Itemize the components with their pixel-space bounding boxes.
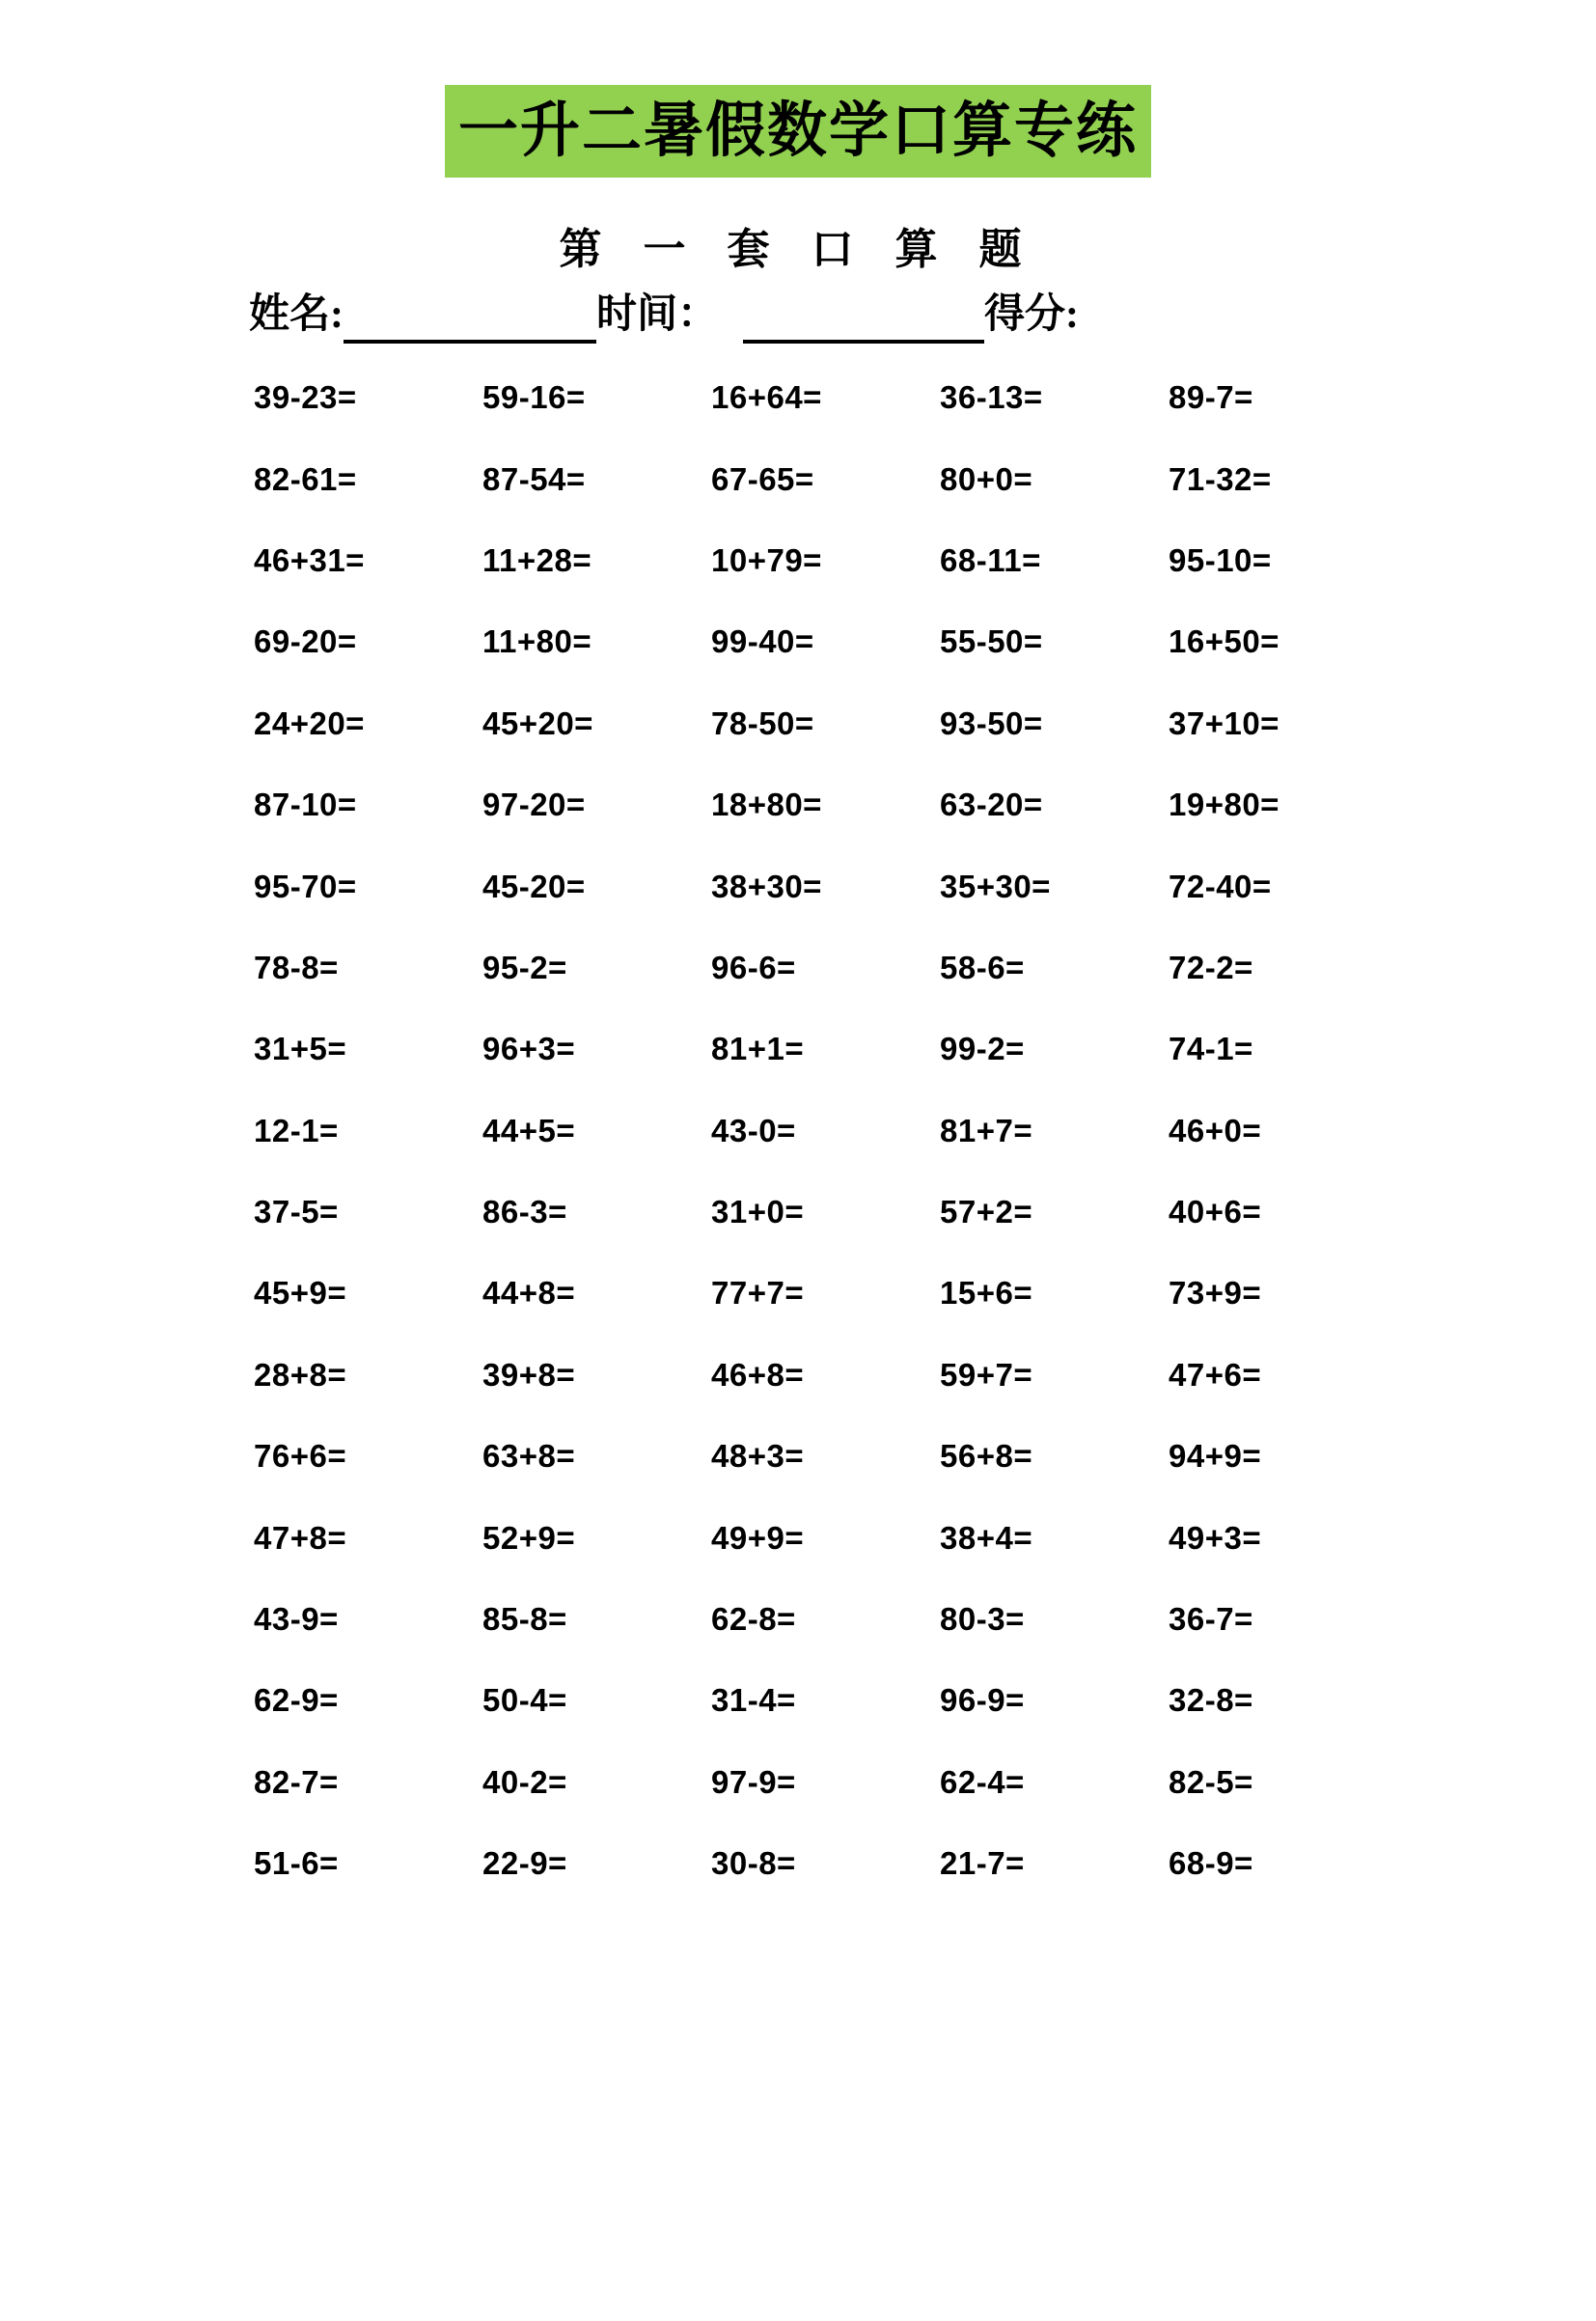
problem-cell: 40+6= xyxy=(1169,1194,1262,1230)
problem-cell: 82-7= xyxy=(254,1763,339,1800)
problem-cell: 38+4= xyxy=(940,1519,1033,1556)
problem-cell: 16+64= xyxy=(711,379,822,416)
problem-cell: 36-7= xyxy=(1169,1601,1253,1638)
problem-cell: 59-16= xyxy=(482,379,586,416)
problem-cell: 95-70= xyxy=(254,868,357,904)
problem-cell: 19+80= xyxy=(1169,787,1280,823)
problem-cell: 81+1= xyxy=(711,1031,805,1067)
problem-cell: 43-0= xyxy=(711,1112,796,1148)
problem-cell: 49+9= xyxy=(711,1519,805,1556)
problem-cell: 30-8= xyxy=(711,1845,796,1882)
problem-cell: 80+0= xyxy=(940,460,1033,497)
problem-cell: 50-4= xyxy=(482,1682,567,1719)
problem-cell: 12-1= xyxy=(254,1112,339,1148)
problem-cell: 97-20= xyxy=(482,787,586,823)
problem-cell: 81+7= xyxy=(940,1112,1033,1148)
problem-cell: 69-20= xyxy=(254,623,357,660)
problem-cell: 22-9= xyxy=(482,1845,567,1882)
title-row xyxy=(0,85,1596,178)
problem-cell: 87-54= xyxy=(482,460,586,497)
problem-cell: 71-32= xyxy=(1169,460,1272,497)
problem-cell: 48+3= xyxy=(711,1438,805,1475)
problem-cell: 43-9= xyxy=(254,1601,339,1638)
problem-cell: 96-9= xyxy=(940,1682,1025,1719)
problem-cell: 95-10= xyxy=(1169,541,1272,578)
problem-cell: 62-4= xyxy=(940,1763,1025,1800)
problem-cell: 62-8= xyxy=(711,1601,796,1638)
problem-cell: 73+9= xyxy=(1169,1275,1262,1312)
problem-cell: 82-61= xyxy=(254,460,357,497)
problem-cell: 46+0= xyxy=(1169,1112,1262,1148)
time-label: 时间： xyxy=(596,292,719,337)
problem-cell: 47+6= xyxy=(1169,1356,1262,1393)
problem-cell: 24+20= xyxy=(254,705,365,741)
problem-cell: 58-6= xyxy=(940,949,1025,985)
problem-cell: 62-9= xyxy=(254,1682,339,1719)
name-blank-line xyxy=(344,290,596,344)
problem-cell: 56+8= xyxy=(940,1438,1033,1475)
time-blank-line xyxy=(743,290,984,344)
page-title: 一升二暑假数学口算专练 xyxy=(445,85,1151,178)
problem-cell: 31+5= xyxy=(254,1031,347,1067)
problem-cell: 40-2= xyxy=(482,1763,567,1800)
problem-cell: 31+0= xyxy=(711,1194,805,1230)
page-subtitle: 第 一 套 口 算 题 xyxy=(559,226,1037,273)
problem-cell: 95-2= xyxy=(482,949,567,985)
problem-cell: 63+8= xyxy=(482,1438,576,1475)
problem-cell: 89-7= xyxy=(1169,379,1253,416)
problem-cell: 78-8= xyxy=(254,949,339,985)
problem-cell: 37+10= xyxy=(1169,705,1280,741)
problem-cell: 87-10= xyxy=(254,787,357,823)
problem-cell: 74-1= xyxy=(1169,1031,1253,1067)
problem-cell: 72-40= xyxy=(1169,868,1272,904)
problem-cell: 68-9= xyxy=(1169,1845,1253,1882)
problem-cell: 45+9= xyxy=(254,1275,347,1312)
problem-cell: 93-50= xyxy=(940,705,1043,741)
problem-cell: 97-9= xyxy=(711,1763,796,1800)
problem-cell: 76+6= xyxy=(254,1438,347,1475)
problem-cell: 52+9= xyxy=(482,1519,576,1556)
problem-cell: 72-2= xyxy=(1169,949,1253,985)
problem-cell: 99-2= xyxy=(940,1031,1025,1067)
problem-cell: 59+7= xyxy=(940,1356,1033,1393)
problem-cell: 16+50= xyxy=(1169,623,1280,660)
problem-cell: 67-65= xyxy=(711,460,814,497)
problem-cell: 37-5= xyxy=(254,1194,339,1230)
problem-cell: 45+20= xyxy=(482,705,593,741)
problem-cell: 46+31= xyxy=(254,541,365,578)
problem-cell: 39-23= xyxy=(254,379,357,416)
problem-cell: 44+8= xyxy=(482,1275,576,1312)
problem-cell: 46+8= xyxy=(711,1356,805,1393)
problem-cell: 80-3= xyxy=(940,1601,1025,1638)
problem-cell: 39+8= xyxy=(482,1356,576,1393)
problem-cell: 55-50= xyxy=(940,623,1043,660)
problem-cell: 78-50= xyxy=(711,705,814,741)
name-label: 姓名: xyxy=(249,292,344,337)
problem-cell: 31-4= xyxy=(711,1682,796,1719)
problem-cell: 36-13= xyxy=(940,379,1043,416)
problem-cell: 18+80= xyxy=(711,787,822,823)
problem-cell: 28+8= xyxy=(254,1356,347,1393)
problem-cell: 99-40= xyxy=(711,623,814,660)
problem-cell: 15+6= xyxy=(940,1275,1033,1312)
problem-cell: 82-5= xyxy=(1169,1763,1253,1800)
problem-cell: 96+3= xyxy=(482,1031,576,1067)
problem-cell: 11+28= xyxy=(482,541,592,578)
problem-cell: 45-20= xyxy=(482,868,586,904)
problem-cell: 85-8= xyxy=(482,1601,567,1638)
problem-cell: 32-8= xyxy=(1169,1682,1253,1719)
problem-cell: 10+79= xyxy=(711,541,822,578)
problem-cell: 35+30= xyxy=(940,868,1051,904)
problem-cell: 57+2= xyxy=(940,1194,1033,1230)
score-label: 得分: xyxy=(984,292,1080,337)
subtitle-row xyxy=(0,214,1596,276)
problem-cell: 44+5= xyxy=(482,1112,576,1148)
meta-row xyxy=(249,286,1079,344)
problem-cell: 63-20= xyxy=(940,787,1043,823)
problem-cell: 96-6= xyxy=(711,949,796,985)
problem-cell: 51-6= xyxy=(254,1845,339,1882)
problem-cell: 21-7= xyxy=(940,1845,1025,1882)
problem-cell: 86-3= xyxy=(482,1194,567,1230)
problem-cell: 68-11= xyxy=(940,541,1041,578)
problem-cell: 38+30= xyxy=(711,868,822,904)
problem-cell: 77+7= xyxy=(711,1275,805,1312)
problem-cell: 47+8= xyxy=(254,1519,347,1556)
problem-cell: 49+3= xyxy=(1169,1519,1262,1556)
problem-cell: 11+80= xyxy=(482,623,592,660)
problem-cell: 94+9= xyxy=(1169,1438,1262,1475)
problems-grid xyxy=(254,357,1397,1904)
